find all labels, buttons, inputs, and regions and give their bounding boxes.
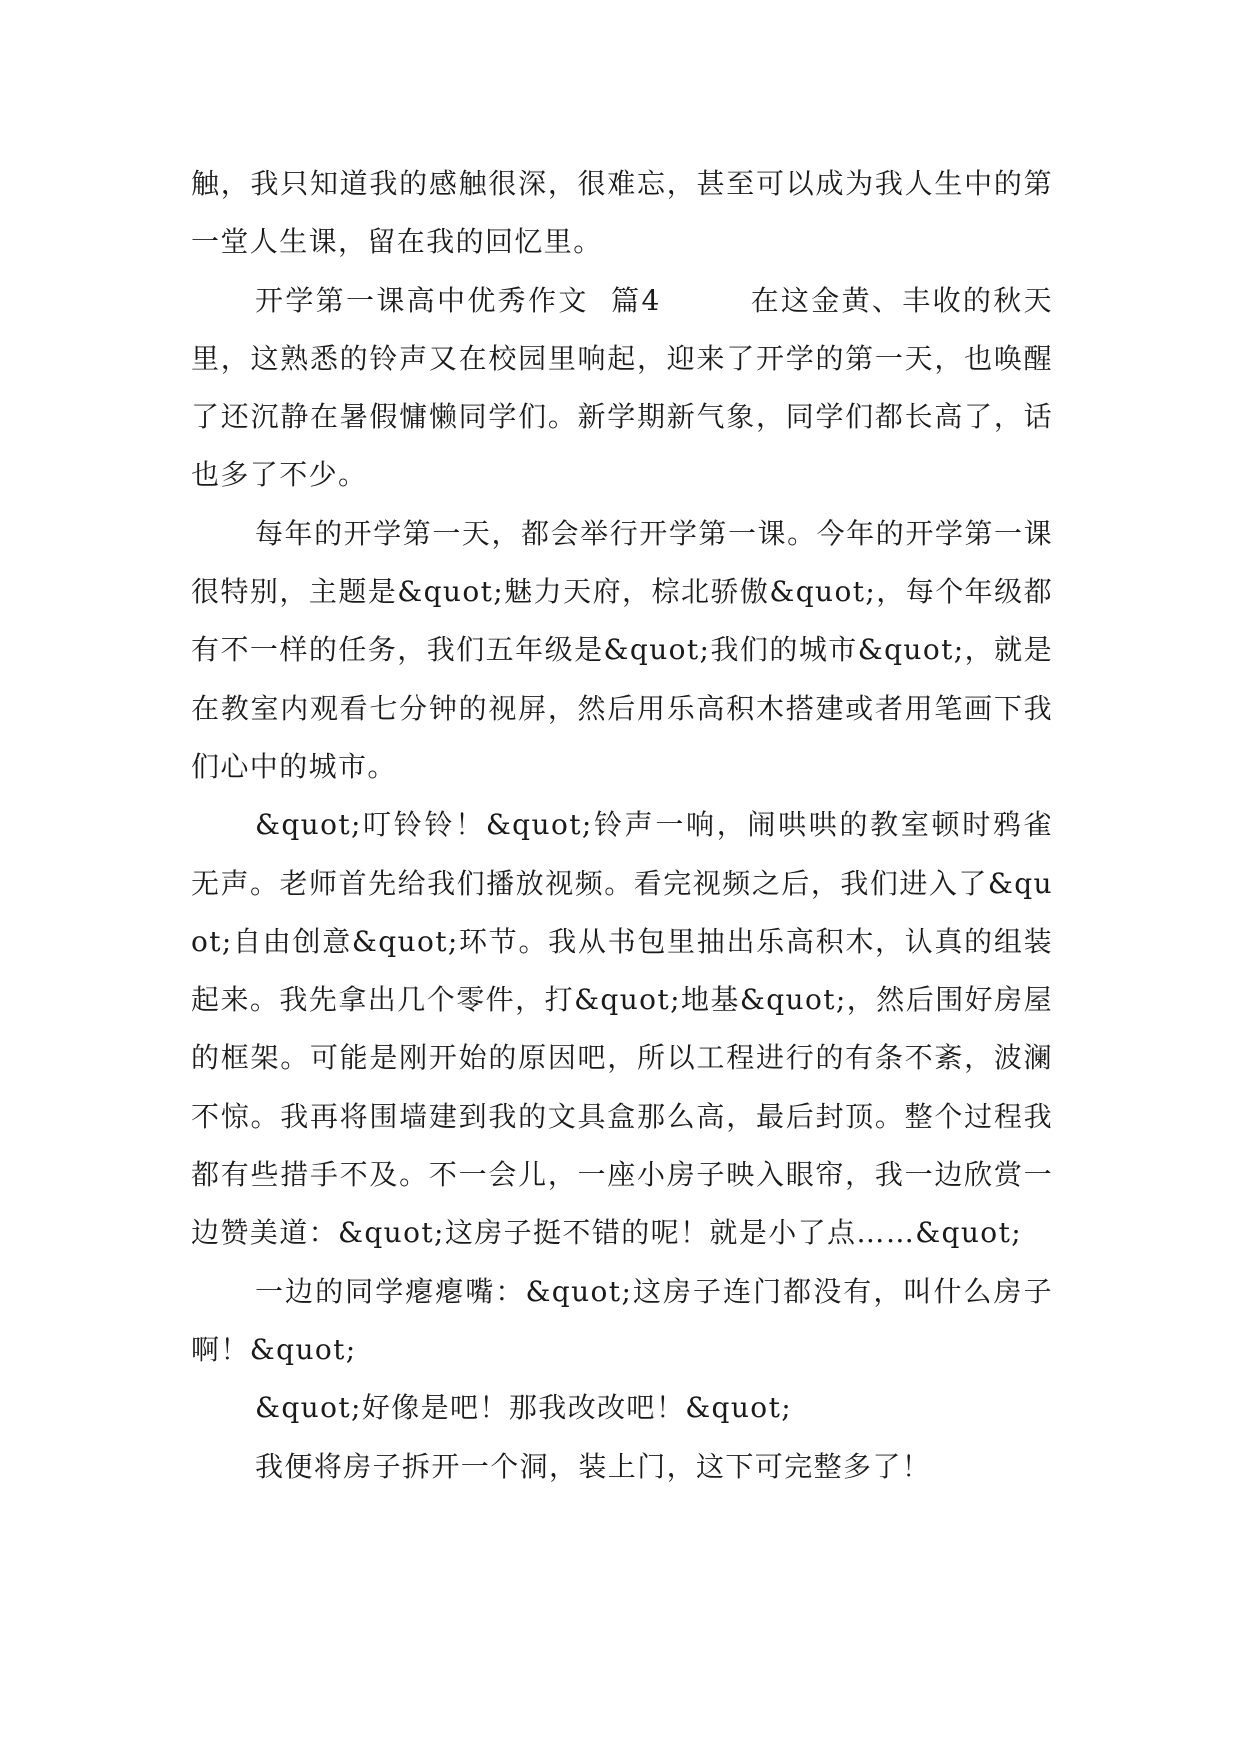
paragraph-essay-4-opening: 开学第一课高中优秀作文 篇4 在这金黄、丰收的秋天里，这熟悉的铃声又在校园里响起，迎来了开学的第一天，也唤醒了还沉静在暑假慵懒同学们。新学期新气象，同学们都长高了，话也多了不少。 [191, 283, 1053, 492]
paragraph-reply: &quot;好像是吧！那我改改吧！&quot; [255, 1391, 793, 1425]
paragraph-continuation: 触，我只知道我的感触很深，很难忘，甚至可以成为我人生中的第一堂人生课，留在我的回忆里。 [191, 167, 1053, 259]
paragraph-classmate-remark: 一边的同学瘪瘪嘴：&quot;这房子连门都没有，叫什么房子啊！&quot; [191, 1274, 1053, 1366]
paragraph-final: 我便将房子拆开一个洞，装上门，这下可完整多了！ [255, 1449, 932, 1483]
paragraph-first-lesson: 每年的开学第一天，都会举行开学第一课。今年的开学第一课很特别，主题是&quot;魅力天府，棕北骄傲&quot;，每个年级都有不一样的任务，我们五年级是&quot;我们的城市&quot;，就是在教室内观看七分钟的视屏，然后用乐高积木搭建或者用笔画下我们心中的城市。 [191, 516, 1053, 783]
document-body [191, 155, 1053, 1496]
paragraph-building-house: &quot;叮铃铃！&quot;铃声一响，闹哄哄的教室顿时鸦雀无声。老师首先给我们播放视频。看完视频之后，我们进入了&quot;自由创意&quot;环节。我从书包里抽出乐高积木，认真的组装起来。我先拿出几个零件，打&quot;地基&quot;，然后围好房屋的框架。可能是刚开始的原因吧，所以工程进行的有条不紊，波澜不惊。我再将围墙建到我的文具盒那么高，最后封顶。整个过程我都有些措手不及。不一会儿，一座小房子映入眼帘，我一边欣赏一边赞美道：&quot;这房子挺不错的呢！就是小了点……&quot; [191, 808, 1053, 1250]
